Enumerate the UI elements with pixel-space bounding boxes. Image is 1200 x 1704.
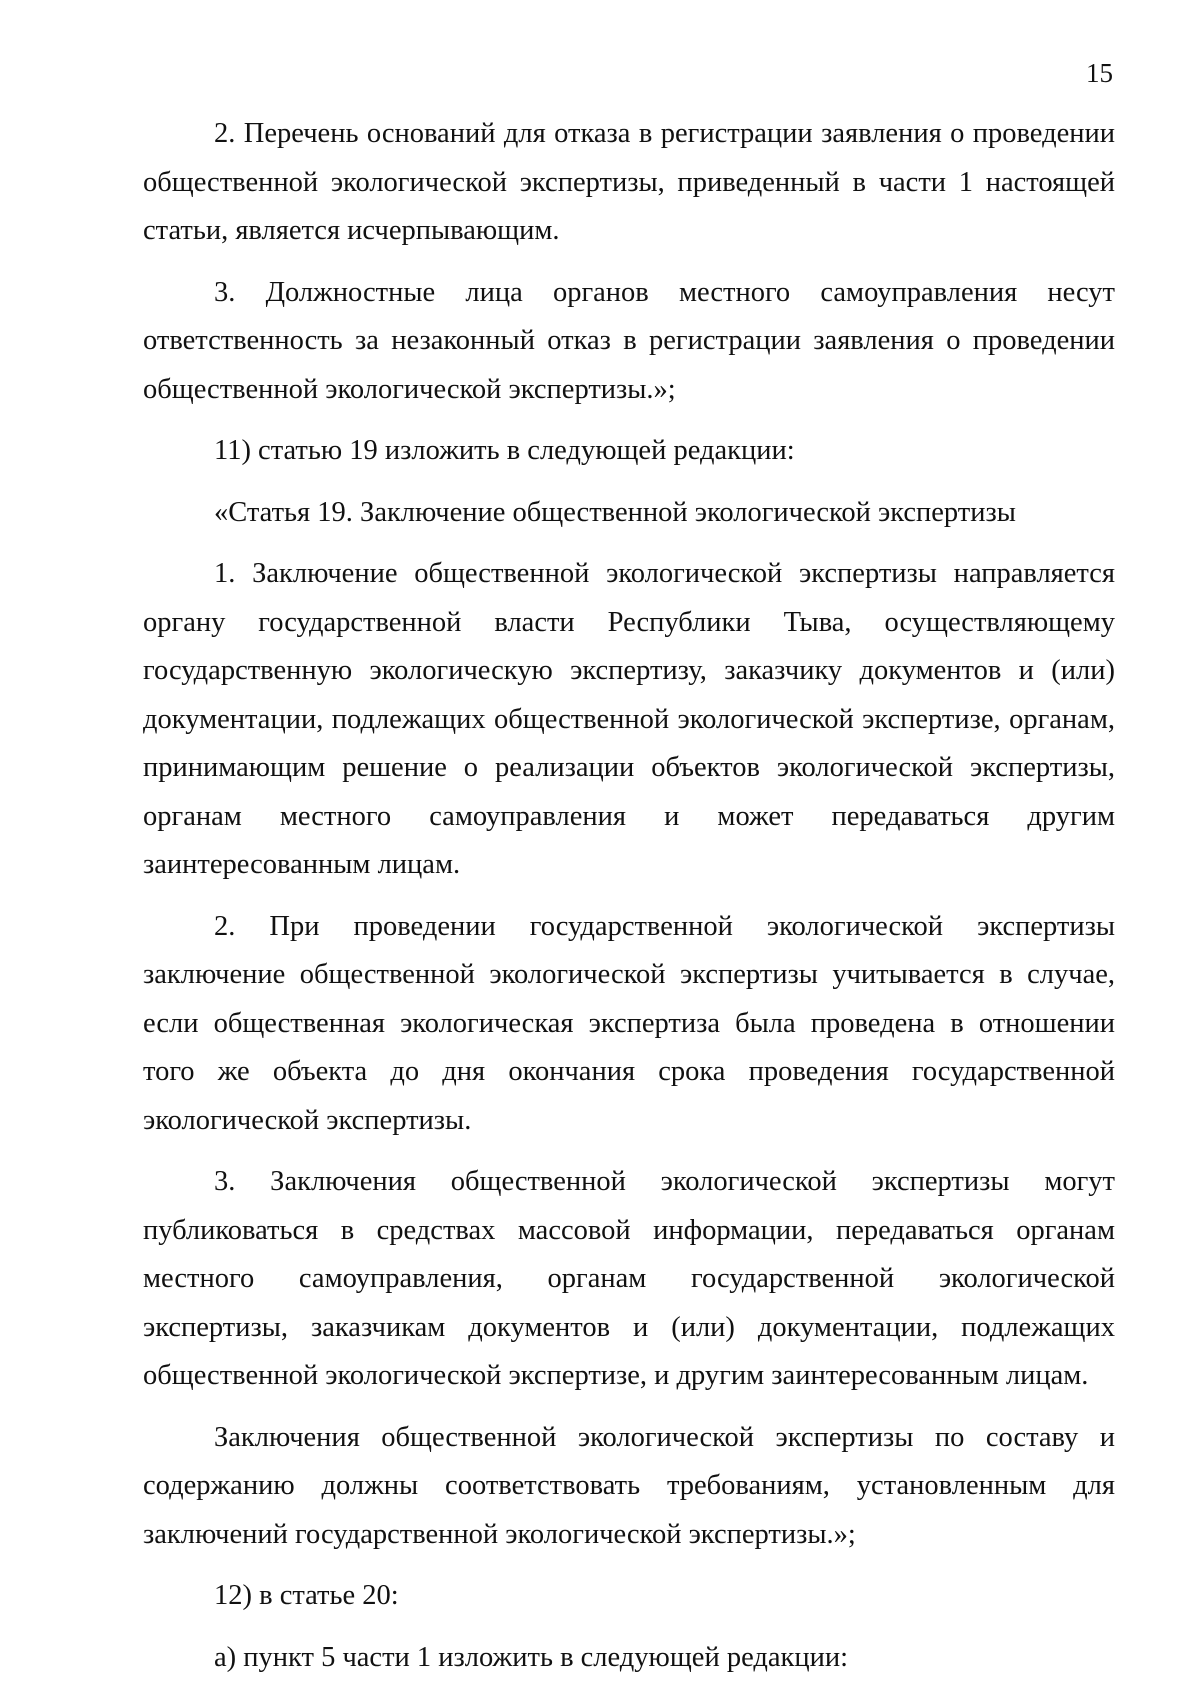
paragraph-article-19-part-3: 3. Заключения общественной экологической экспертизы могут публиковаться в средствах массовой информации, передаваться органам местного самоуправления, органам государственной экологической экспертизы, заказчикам документов и (или) документации, подлежащих общественной экологической экспертизе, и другим заинтересованным лицам. [143,1166,1115,1391]
paragraph-item-11: 11) статью 19 изложить в следующей редакции: [214,435,795,466]
paragraph-article-18-part-2: 2. Перечень оснований для отказа в регистрации заявления о проведении общественной экологической экспертизы, приведенный в части 1 настоящей статьи, является исчерпывающим. [143,118,1115,246]
paragraph-article-19-conclusions: Заключения общественной экологической экспертизы по составу и содержанию должны соответствовать требованиям, установленным для заключений государственной экологической экспертизы.»; [143,1421,1115,1550]
paragraph-article-18-part-3: 3. Должностные лица органов местного самоуправления несут ответственность за незаконный отказ в регистрации заявления о проведении общественной экологической экспертизы.»; [143,276,1115,405]
paragraph-item-12: 12) в статье 20: [214,1580,399,1611]
paragraph-subitem-a: а) пункт 5 части 1 изложить в следующей редакции: [214,1641,849,1673]
paragraph-article-19-part-1: 1. Заключение общественной экологической экспертизы направляется органу государственной власти Республики Тыва, осуществляющему государственную экологическую экспертизу, заказчику документов и (или) документации, подлежащих общественной экологической экспертизе, органам, принимающим решение о реализации объектов экологической экспертизы, органам местного самоуправления и может передаваться другим заинтересованным лицам. [143,558,1115,880]
page-number: 15 [1086,58,1113,88]
article-19-heading: «Статья 19. Заключение общественной экологической экспертизы [214,496,1016,528]
paragraph-article-19-part-2: 2. При проведении государственной экологической экспертизы заключение общественной экологической экспертизы учитывается в случае, если общественная экологическая экспертиза была проведена в отношении того же объекта до дня окончания срока проведения государственной экологической экспертизы. [143,910,1115,1136]
document-body [143,110,1115,1695]
